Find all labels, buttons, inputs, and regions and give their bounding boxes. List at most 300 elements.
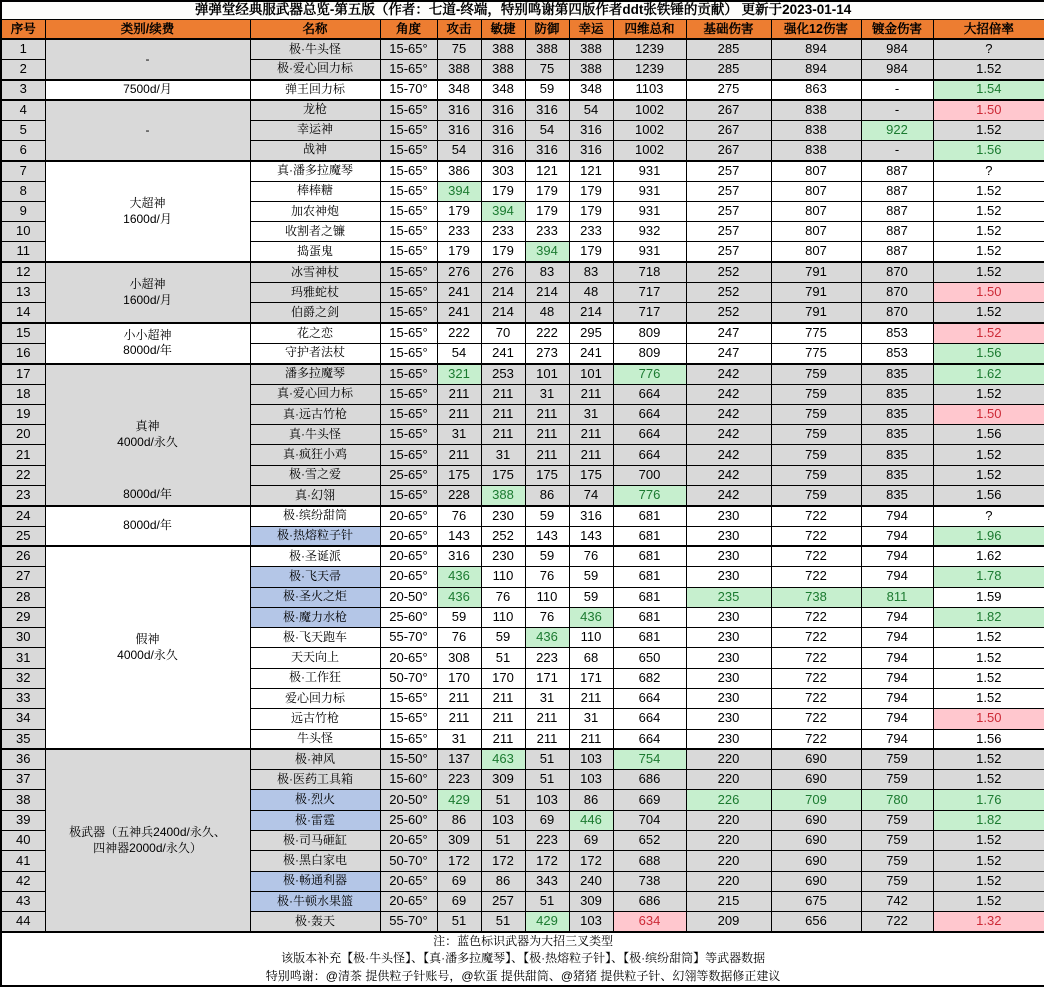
defense-cell: 316 xyxy=(525,100,569,120)
ult-multiplier-cell: 1.56 xyxy=(933,343,1044,363)
gilded-damage-cell: 887 xyxy=(861,181,933,201)
gilded-damage-cell: 759 xyxy=(861,810,933,830)
footer-notes xyxy=(1,932,1044,986)
defense-cell: 59 xyxy=(525,546,569,566)
plus12-damage-cell: 690 xyxy=(771,831,861,851)
plus12-damage-cell: 722 xyxy=(771,628,861,648)
four-stat-total-cell: 664 xyxy=(613,404,686,424)
ult-multiplier-cell: 1.32 xyxy=(933,912,1044,932)
attack-cell: 436 xyxy=(437,587,481,607)
gilded-damage-cell: - xyxy=(861,140,933,160)
name-cell: 加农神炮 xyxy=(250,201,380,221)
table-body xyxy=(1,39,1044,932)
name-cell: 玛雅蛇杖 xyxy=(250,283,380,303)
row-number-cell: 42 xyxy=(1,871,45,891)
ult-multiplier-cell: 1.52 xyxy=(933,222,1044,242)
name-cell: 牛头怪 xyxy=(250,729,380,749)
defense-cell: 83 xyxy=(525,262,569,282)
ult-multiplier-cell: 1.52 xyxy=(933,303,1044,323)
luck-cell: 316 xyxy=(569,120,613,140)
defense-cell: 214 xyxy=(525,283,569,303)
ult-multiplier-cell: 1.52 xyxy=(933,831,1044,851)
gilded-damage-cell: 794 xyxy=(861,709,933,729)
category-label: 极武器（五神兵2400d/永久、 四神器2000d/永久） xyxy=(69,825,226,855)
row-number-cell: 1 xyxy=(1,39,45,59)
row-number-cell: 41 xyxy=(1,851,45,871)
base-damage-cell: 257 xyxy=(686,222,771,242)
ult-multiplier-cell: 1.50 xyxy=(933,283,1044,303)
base-damage-cell: 220 xyxy=(686,749,771,769)
col-header-base-damage: 基础伤害 xyxy=(686,19,771,39)
angle-cell: 15-65° xyxy=(380,729,437,749)
row-number-cell: 20 xyxy=(1,425,45,445)
name-cell: 捣蛋鬼 xyxy=(250,242,380,262)
plus12-damage-cell: 759 xyxy=(771,425,861,445)
luck-cell: 175 xyxy=(569,465,613,485)
base-damage-cell: 242 xyxy=(686,364,771,384)
category-label: - xyxy=(145,51,150,66)
ult-multiplier-cell: 1.56 xyxy=(933,425,1044,445)
angle-cell: 15-50° xyxy=(380,749,437,769)
col-header-name: 名称 xyxy=(250,19,380,39)
plus12-damage-cell: 722 xyxy=(771,546,861,566)
agility-cell: 51 xyxy=(481,648,525,668)
plus12-damage-cell: 675 xyxy=(771,891,861,911)
plus12-damage-cell: 722 xyxy=(771,526,861,546)
base-damage-cell: 215 xyxy=(686,891,771,911)
agility-cell: 233 xyxy=(481,222,525,242)
ult-multiplier-cell: 1.52 xyxy=(933,384,1044,404)
luck-cell: 48 xyxy=(569,283,613,303)
four-stat-total-cell: 931 xyxy=(613,181,686,201)
footer-note-line-1: 注：蓝色标识武器为大招三叉类型 xyxy=(433,934,614,949)
luck-cell: 316 xyxy=(569,506,613,526)
plus12-damage-cell: 894 xyxy=(771,59,861,79)
row-number-cell: 6 xyxy=(1,140,45,160)
defense-cell: 211 xyxy=(525,729,569,749)
defense-cell: 175 xyxy=(525,465,569,485)
luck-cell: 179 xyxy=(569,181,613,201)
agility-cell: 463 xyxy=(481,749,525,769)
plus12-damage-cell: 759 xyxy=(771,465,861,485)
luck-cell: 31 xyxy=(569,709,613,729)
four-stat-total-cell: 738 xyxy=(613,871,686,891)
angle-cell: 25-60° xyxy=(380,810,437,830)
four-stat-total-cell: 664 xyxy=(613,709,686,729)
agility-cell: 241 xyxy=(481,343,525,363)
gilded-damage-cell: 835 xyxy=(861,364,933,384)
four-stat-total-cell: 1239 xyxy=(613,59,686,79)
row-number-cell: 2 xyxy=(1,59,45,79)
row-number-cell: 31 xyxy=(1,648,45,668)
agility-cell: 230 xyxy=(481,546,525,566)
category-label: 小小超神 8000d/年 xyxy=(123,327,172,358)
name-cell: 真·爱心回力标 xyxy=(250,384,380,404)
luck-cell: 388 xyxy=(569,59,613,79)
attack-cell: 59 xyxy=(437,607,481,627)
luck-cell: 233 xyxy=(569,222,613,242)
base-damage-cell: 242 xyxy=(686,404,771,424)
plus12-damage-cell: 722 xyxy=(771,709,861,729)
luck-cell: 241 xyxy=(569,343,613,363)
row-number-cell: 14 xyxy=(1,303,45,323)
gilded-damage-cell: 780 xyxy=(861,790,933,810)
luck-cell: 309 xyxy=(569,891,613,911)
plus12-damage-cell: 690 xyxy=(771,810,861,830)
name-cell: 极·热熔粒子针 xyxy=(250,526,380,546)
name-cell: 极·爱心回力标 xyxy=(250,59,380,79)
attack-cell: 321 xyxy=(437,364,481,384)
agility-cell: 214 xyxy=(481,283,525,303)
four-stat-total-cell: 700 xyxy=(613,465,686,485)
name-cell: 极·烈火 xyxy=(250,790,380,810)
ult-multiplier-cell: 1.52 xyxy=(933,445,1044,465)
row-number-cell: 22 xyxy=(1,465,45,485)
gilded-damage-cell: 853 xyxy=(861,343,933,363)
luck-cell: 211 xyxy=(569,384,613,404)
base-damage-cell: 220 xyxy=(686,810,771,830)
defense-cell: 171 xyxy=(525,668,569,688)
gilded-damage-cell: 853 xyxy=(861,323,933,343)
col-header-four-stat-total: 四维总和 xyxy=(613,19,686,39)
name-cell: 极·飞天跑车 xyxy=(250,628,380,648)
angle-cell: 20-65° xyxy=(380,506,437,526)
agility-cell: 394 xyxy=(481,201,525,221)
attack-cell: 179 xyxy=(437,242,481,262)
row-number-cell: 16 xyxy=(1,343,45,363)
four-stat-total-cell: 664 xyxy=(613,445,686,465)
row-number-cell: 38 xyxy=(1,790,45,810)
gilded-damage-cell: 887 xyxy=(861,161,933,181)
ult-multiplier-cell: 1.52 xyxy=(933,323,1044,343)
ult-multiplier-cell: 1.52 xyxy=(933,891,1044,911)
luck-cell: 83 xyxy=(569,262,613,282)
gilded-damage-cell: 984 xyxy=(861,39,933,59)
gilded-damage-cell: 794 xyxy=(861,567,933,587)
angle-cell: 15-65° xyxy=(380,486,437,506)
four-stat-total-cell: 809 xyxy=(613,323,686,343)
category-label: 小超神 1600d/月 xyxy=(123,277,172,307)
four-stat-total-cell: 754 xyxy=(613,749,686,769)
plus12-damage-cell: 807 xyxy=(771,181,861,201)
luck-cell: 295 xyxy=(569,323,613,343)
attack-cell: 222 xyxy=(437,323,481,343)
angle-cell: 55-70° xyxy=(380,628,437,648)
four-stat-total-cell: 634 xyxy=(613,912,686,932)
four-stat-total-cell: 718 xyxy=(613,262,686,282)
defense-cell: 394 xyxy=(525,242,569,262)
attack-cell: 170 xyxy=(437,668,481,688)
row-number-cell: 39 xyxy=(1,810,45,830)
luck-cell: 68 xyxy=(569,648,613,668)
four-stat-total-cell: 664 xyxy=(613,689,686,709)
defense-cell: 179 xyxy=(525,181,569,201)
name-cell: 极·神风 xyxy=(250,749,380,769)
luck-cell: 69 xyxy=(569,831,613,851)
luck-cell: 59 xyxy=(569,587,613,607)
defense-cell: 429 xyxy=(525,912,569,932)
attack-cell: 137 xyxy=(437,749,481,769)
defense-cell: 179 xyxy=(525,201,569,221)
luck-cell: 31 xyxy=(569,404,613,424)
plus12-damage-cell: 838 xyxy=(771,100,861,120)
angle-cell: 15-65° xyxy=(380,323,437,343)
table-title-row xyxy=(1,1,1044,19)
attack-cell: 54 xyxy=(437,343,481,363)
ult-multiplier-cell: 1.96 xyxy=(933,526,1044,546)
plus12-damage-cell: 775 xyxy=(771,323,861,343)
defense-cell: 388 xyxy=(525,39,569,59)
agility-cell: 211 xyxy=(481,689,525,709)
ult-multiplier-cell: 1.56 xyxy=(933,486,1044,506)
ult-multiplier-cell: 1.52 xyxy=(933,851,1044,871)
four-stat-total-cell: 1103 xyxy=(613,80,686,100)
attack-cell: 211 xyxy=(437,709,481,729)
agility-cell: 103 xyxy=(481,810,525,830)
agility-cell: 70 xyxy=(481,323,525,343)
attack-cell: 211 xyxy=(437,404,481,424)
angle-cell: 15-65° xyxy=(380,161,437,181)
gilded-damage-cell: 835 xyxy=(861,445,933,465)
agility-cell: 51 xyxy=(481,831,525,851)
agility-cell: 110 xyxy=(481,607,525,627)
name-cell: 极·缤纷甜筒 xyxy=(250,506,380,526)
angle-cell: 20-65° xyxy=(380,871,437,891)
defense-cell: 101 xyxy=(525,364,569,384)
base-damage-cell: 252 xyxy=(686,283,771,303)
agility-cell: 179 xyxy=(481,181,525,201)
defense-cell: 51 xyxy=(525,749,569,769)
ult-multiplier-cell: 1.52 xyxy=(933,59,1044,79)
angle-cell: 15-65° xyxy=(380,181,437,201)
category-label: 7500d/月 xyxy=(123,81,172,96)
four-stat-total-cell: 932 xyxy=(613,222,686,242)
attack-cell: 175 xyxy=(437,465,481,485)
ult-multiplier-cell: 1.52 xyxy=(933,648,1044,668)
attack-cell: 54 xyxy=(437,140,481,160)
defense-cell: 223 xyxy=(525,648,569,668)
gilded-damage-cell: 835 xyxy=(861,425,933,445)
plus12-damage-cell: 759 xyxy=(771,404,861,424)
attack-cell: 436 xyxy=(437,567,481,587)
base-damage-cell: 257 xyxy=(686,181,771,201)
four-stat-total-cell: 1002 xyxy=(613,100,686,120)
row-number-cell: 9 xyxy=(1,201,45,221)
defense-cell: 51 xyxy=(525,891,569,911)
col-header-angle: 角度 xyxy=(380,19,437,39)
footer-note-row xyxy=(1,932,1044,986)
col-header-agility: 敏捷 xyxy=(481,19,525,39)
row-number-cell: 40 xyxy=(1,831,45,851)
ult-multiplier-cell: 1.52 xyxy=(933,120,1044,140)
col-header-luck: 幸运 xyxy=(569,19,613,39)
footer-note-line-2: 该版本补充【极·牛头怪】、【真·潘多拉魔琴】、【极·热熔粒子针】、【极·缤纷甜筒】等武器数据 xyxy=(281,951,766,966)
attack-cell: 388 xyxy=(437,59,481,79)
base-damage-cell: 230 xyxy=(686,689,771,709)
row-number-cell: 34 xyxy=(1,709,45,729)
gilded-damage-cell: 794 xyxy=(861,729,933,749)
gilded-damage-cell: - xyxy=(861,100,933,120)
gilded-damage-cell: 835 xyxy=(861,486,933,506)
defense-cell: 48 xyxy=(525,303,569,323)
plus12-damage-cell: 690 xyxy=(771,851,861,871)
table-row xyxy=(1,262,1044,282)
four-stat-total-cell: 717 xyxy=(613,283,686,303)
ult-multiplier-cell: 1.54 xyxy=(933,80,1044,100)
base-damage-cell: 257 xyxy=(686,201,771,221)
name-cell: 真·疯狂小鸡 xyxy=(250,445,380,465)
col-header-defense: 防御 xyxy=(525,19,569,39)
angle-cell: 15-65° xyxy=(380,242,437,262)
attack-cell: 31 xyxy=(437,729,481,749)
base-damage-cell: 235 xyxy=(686,587,771,607)
luck-cell: 86 xyxy=(569,790,613,810)
gilded-damage-cell: 835 xyxy=(861,384,933,404)
four-stat-total-cell: 1239 xyxy=(613,39,686,59)
four-stat-total-cell: 717 xyxy=(613,303,686,323)
base-damage-cell: 267 xyxy=(686,140,771,160)
plus12-damage-cell: 690 xyxy=(771,749,861,769)
angle-cell: 15-65° xyxy=(380,445,437,465)
table-row xyxy=(1,161,1044,181)
category-cell xyxy=(45,323,250,364)
category-cell xyxy=(45,161,250,262)
agility-cell: 214 xyxy=(481,303,525,323)
angle-cell: 15-65° xyxy=(380,384,437,404)
category-cell xyxy=(45,39,250,80)
defense-cell: 75 xyxy=(525,59,569,79)
luck-cell: 143 xyxy=(569,526,613,546)
table-row xyxy=(1,100,1044,120)
luck-cell: 211 xyxy=(569,689,613,709)
name-cell: 守护者法杖 xyxy=(250,343,380,363)
four-stat-total-cell: 809 xyxy=(613,343,686,363)
row-number-cell: 19 xyxy=(1,404,45,424)
agility-cell: 303 xyxy=(481,161,525,181)
defense-cell: 211 xyxy=(525,425,569,445)
gilded-damage-cell: 870 xyxy=(861,303,933,323)
row-number-cell: 24 xyxy=(1,506,45,526)
base-damage-cell: 242 xyxy=(686,384,771,404)
agility-cell: 211 xyxy=(481,729,525,749)
angle-cell: 25-60° xyxy=(380,607,437,627)
plus12-damage-cell: 759 xyxy=(771,384,861,404)
ult-multiplier-cell: 1.62 xyxy=(933,364,1044,384)
angle-cell: 15-65° xyxy=(380,140,437,160)
plus12-damage-cell: 722 xyxy=(771,567,861,587)
angle-cell: 20-50° xyxy=(380,587,437,607)
ult-multiplier-cell: 1.52 xyxy=(933,262,1044,282)
base-damage-cell: 252 xyxy=(686,303,771,323)
base-damage-cell: 230 xyxy=(686,506,771,526)
category-cell xyxy=(45,100,250,161)
base-damage-cell: 242 xyxy=(686,425,771,445)
ult-multiplier-cell: 1.82 xyxy=(933,607,1044,627)
luck-cell: 211 xyxy=(569,445,613,465)
name-cell: 极·圣诞派 xyxy=(250,546,380,566)
angle-cell: 15-65° xyxy=(380,120,437,140)
base-damage-cell: 230 xyxy=(686,567,771,587)
gilded-damage-cell: 794 xyxy=(861,628,933,648)
row-number-cell: 29 xyxy=(1,607,45,627)
table-header-row xyxy=(1,19,1044,39)
name-cell: 极·牛顿水果篮 xyxy=(250,891,380,911)
plus12-damage-cell: 690 xyxy=(771,770,861,790)
angle-cell: 15-65° xyxy=(380,59,437,79)
gilded-damage-cell: 811 xyxy=(861,587,933,607)
defense-cell: 31 xyxy=(525,689,569,709)
row-number-cell: 23 xyxy=(1,486,45,506)
name-cell: 战神 xyxy=(250,140,380,160)
name-cell: 花之恋 xyxy=(250,323,380,343)
name-cell: 极·圣火之炬 xyxy=(250,587,380,607)
name-cell: 极·雪之爱 xyxy=(250,465,380,485)
base-damage-cell: 230 xyxy=(686,546,771,566)
row-number-cell: 8 xyxy=(1,181,45,201)
table-row xyxy=(1,546,1044,566)
gilded-damage-cell: 759 xyxy=(861,851,933,871)
base-damage-cell: 267 xyxy=(686,100,771,120)
angle-cell: 20-50° xyxy=(380,790,437,810)
angle-cell: 15-65° xyxy=(380,709,437,729)
base-damage-cell: 220 xyxy=(686,831,771,851)
agility-cell: 110 xyxy=(481,567,525,587)
gilded-damage-cell: 835 xyxy=(861,404,933,424)
angle-cell: 20-65° xyxy=(380,891,437,911)
category-sub-label: 8000d/年 xyxy=(123,487,172,502)
gilded-damage-cell: 835 xyxy=(861,465,933,485)
base-damage-cell: 220 xyxy=(686,851,771,871)
gilded-damage-cell: 759 xyxy=(861,749,933,769)
name-cell: 龙枪 xyxy=(250,100,380,120)
row-number-cell: 11 xyxy=(1,242,45,262)
base-damage-cell: 230 xyxy=(686,526,771,546)
four-stat-total-cell: 1002 xyxy=(613,140,686,160)
category-label: 大超神 1600d/月 xyxy=(123,195,172,226)
row-number-cell: 15 xyxy=(1,323,45,343)
angle-cell: 20-65° xyxy=(380,526,437,546)
plus12-damage-cell: 807 xyxy=(771,242,861,262)
ult-multiplier-cell: 1.52 xyxy=(933,181,1044,201)
plus12-damage-cell: 722 xyxy=(771,607,861,627)
table-row xyxy=(1,80,1044,100)
ult-multiplier-cell: 1.52 xyxy=(933,628,1044,648)
four-stat-total-cell: 669 xyxy=(613,790,686,810)
name-cell: 伯爵之剑 xyxy=(250,303,380,323)
agility-cell: 211 xyxy=(481,709,525,729)
row-number-cell: 36 xyxy=(1,749,45,769)
gilded-damage-cell: 887 xyxy=(861,201,933,221)
defense-cell: 211 xyxy=(525,404,569,424)
four-stat-total-cell: 776 xyxy=(613,364,686,384)
defense-cell: 59 xyxy=(525,506,569,526)
angle-cell: 20-65° xyxy=(380,567,437,587)
agility-cell: 276 xyxy=(481,262,525,282)
ult-multiplier-cell: 1.52 xyxy=(933,465,1044,485)
plus12-damage-cell: 722 xyxy=(771,506,861,526)
defense-cell: 316 xyxy=(525,140,569,160)
agility-cell: 348 xyxy=(481,80,525,100)
gilded-damage-cell: 794 xyxy=(861,506,933,526)
ult-multiplier-cell: 1.50 xyxy=(933,709,1044,729)
base-damage-cell: 242 xyxy=(686,486,771,506)
row-number-cell: 37 xyxy=(1,770,45,790)
name-cell: 棒棒糖 xyxy=(250,181,380,201)
defense-cell: 121 xyxy=(525,161,569,181)
gilded-damage-cell: 870 xyxy=(861,283,933,303)
ult-multiplier-cell: 1.52 xyxy=(933,770,1044,790)
ult-multiplier-cell: 1.56 xyxy=(933,140,1044,160)
